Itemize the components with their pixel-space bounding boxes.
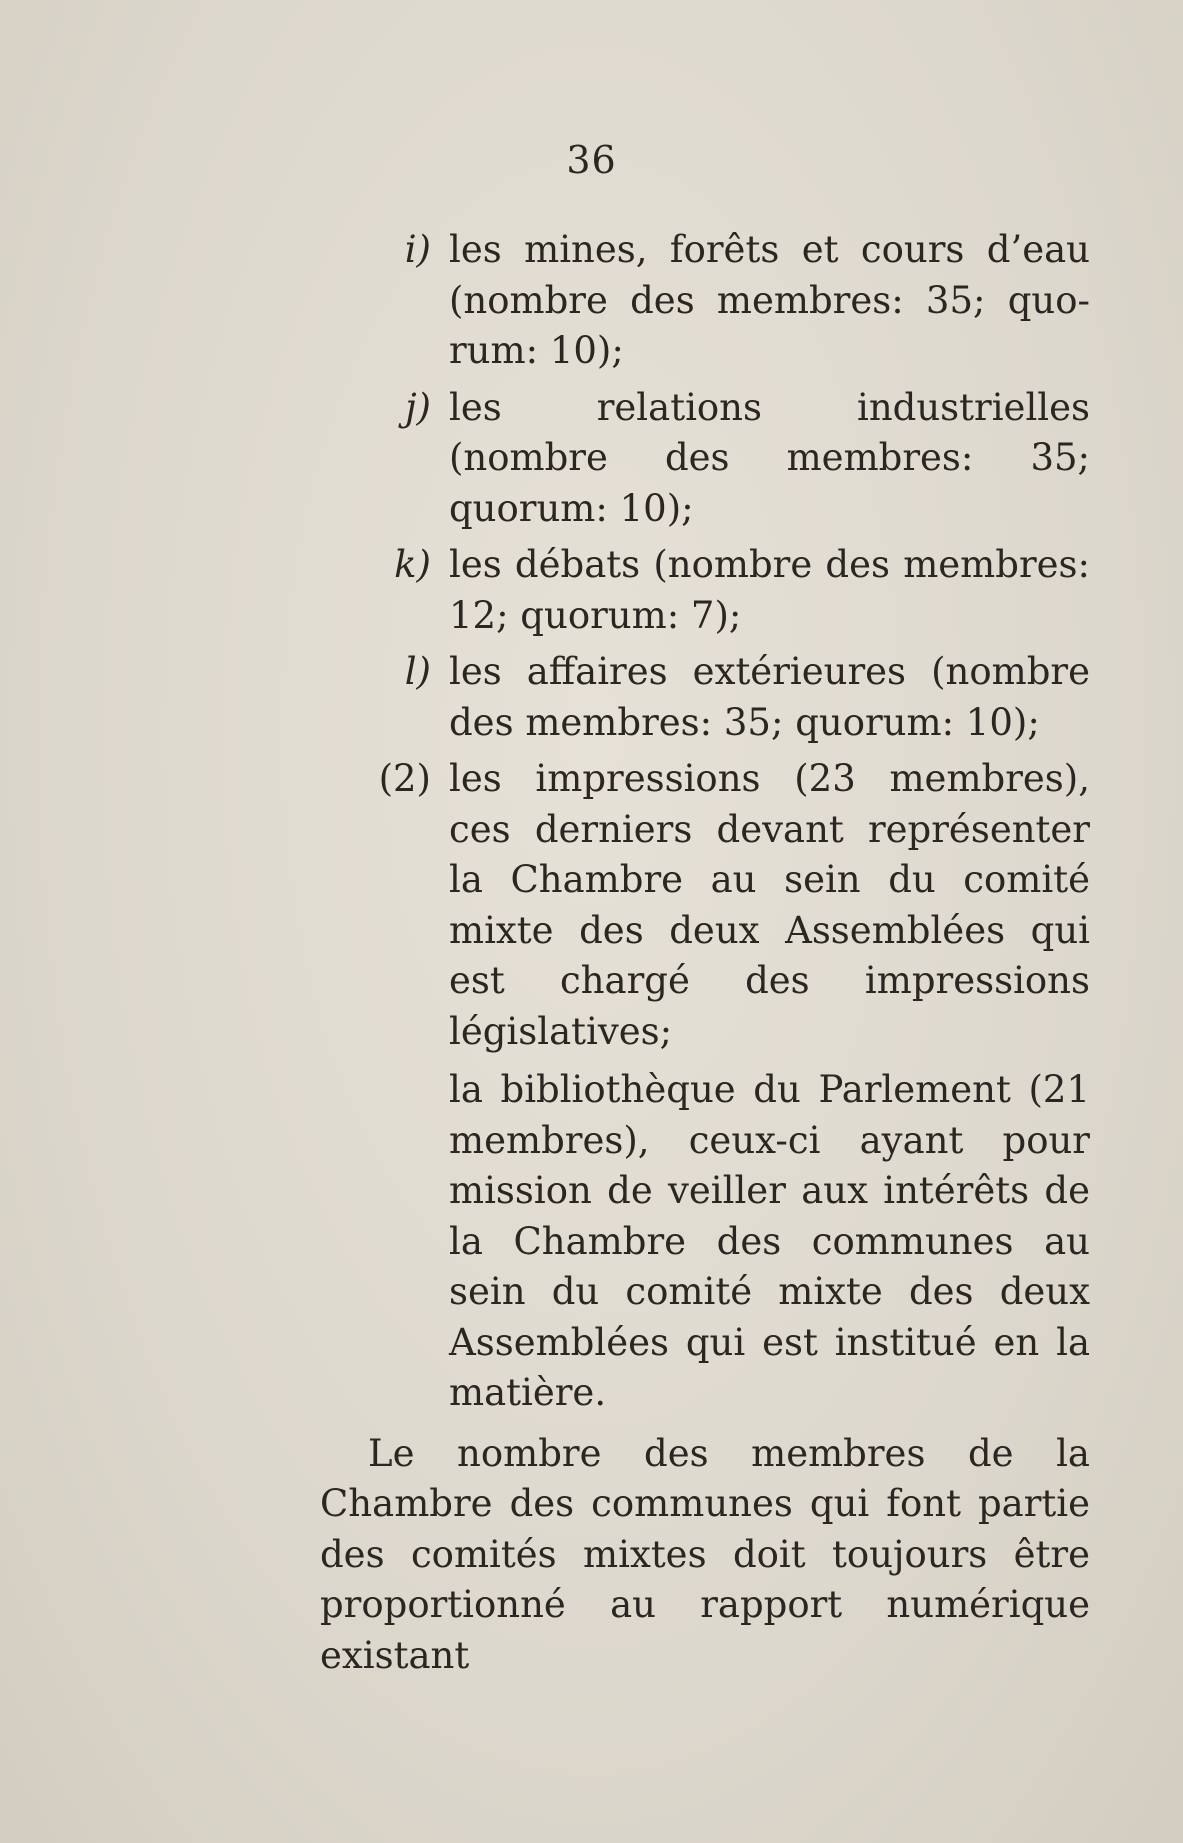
text-block <box>320 225 1090 1681</box>
list-item-text: les mines, forêts et cours d’eau (nombre des membres: 35; quo-rum: 10); <box>449 228 1090 372</box>
list-item-i <box>320 225 1090 377</box>
list-marker: l) <box>404 650 431 693</box>
list-item-text: les impressions (23 membres), ces derniers devant représenter la Chambre au sein du comité mixte des deux Assemblées qui est chargé des impressions législatives; <box>449 757 1090 1053</box>
list-item-text: les débats (nombre des membres: 12; quorum: 7); <box>449 543 1090 637</box>
list-item-text: les relations industrielles (nombre des membres: 35; quorum: 10); <box>449 385 1090 530</box>
list-marker: j) <box>405 385 431 429</box>
list-item-text: les affaires extérieures (nombre des membres: 35; quorum: 10); <box>449 650 1090 744</box>
list-item-j <box>320 383 1090 535</box>
page-number: 36 <box>566 138 617 182</box>
list-item-l <box>320 647 1090 748</box>
body-paragraph: Le nombre des membres de la Chambre des communes qui font partie des comités mixtes doit toujours être proportionné au rapport numérique existant <box>320 1431 1090 1677</box>
list-marker: i) <box>404 228 431 271</box>
list-item-k <box>320 540 1090 641</box>
list-continuation: la bibliothèque du Parlement (21 membres), ceux-ci ayant pour mission de veiller aux intérêts de la Chambre des communes au sein du comité mixte des deux Assemblées qui est institué en la matière. <box>449 1068 1090 1414</box>
list-marker: k) <box>394 543 431 586</box>
list-item-2 <box>320 754 1090 1057</box>
list-marker: (2) <box>378 757 431 800</box>
